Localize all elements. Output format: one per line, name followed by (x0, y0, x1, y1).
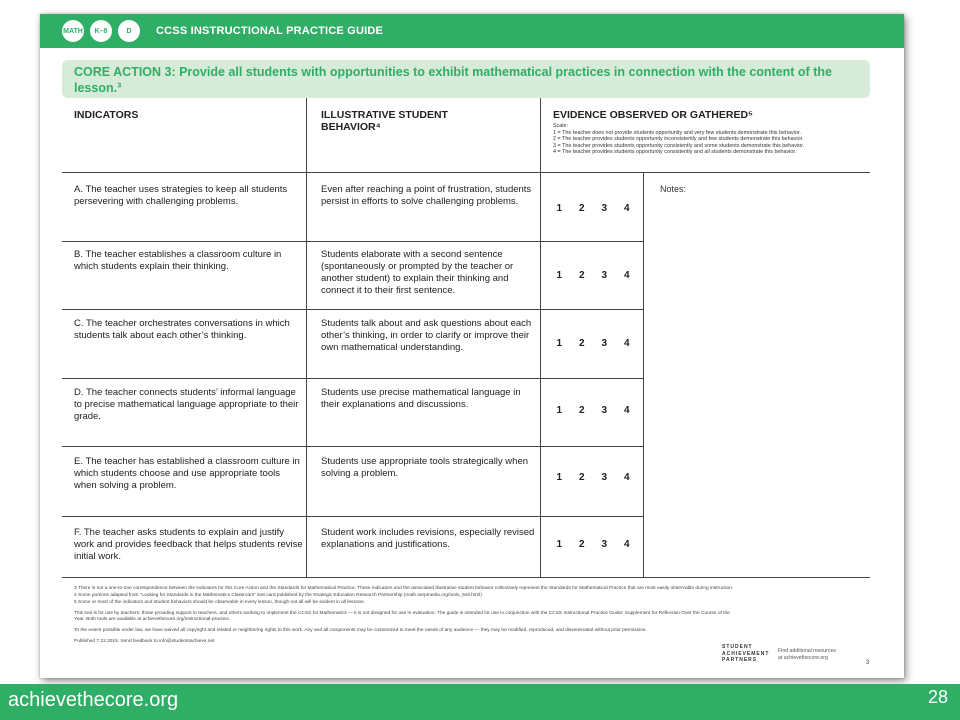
document-page-number: 3 (866, 660, 870, 666)
rating-4[interactable]: 4 (623, 539, 630, 550)
slide-footer (0, 684, 960, 720)
header-row-line (62, 172, 870, 173)
footnote-4: 4 Some portions adapted from “Looking for Standards in the Mathematics Classroom” 5x8 card published by the Strategic Education Research Partnership (math.serpmedia.org/tools_5x8.html) (74, 593, 482, 598)
sap-logo: STUDENT ACHIEVEMENT PARTNERS (722, 644, 770, 663)
rating-4[interactable]: 4 (623, 405, 630, 416)
row-line-b (62, 309, 643, 310)
rating-2[interactable]: 2 (578, 270, 585, 281)
rating-2[interactable]: 2 (578, 472, 585, 483)
rating-3[interactable]: 3 (601, 405, 608, 416)
indicator-f: F. The teacher asks students to explain and justify work and provides feedback that helps students revise initial work. (74, 527, 303, 562)
behavior-d: Students use precise mathematical language in their explanations and discussions. (321, 387, 521, 410)
row-line-c (62, 378, 643, 379)
footnote-5: 5 Some or most of the indicators and student behaviors should be observable in every lesson, though not all will be evident in all lessons. (74, 600, 365, 605)
footnotes (74, 586, 734, 646)
resources-note: Find additional resources at achievethecore.org (778, 648, 836, 661)
table-bottom-line (62, 577, 870, 578)
indicator-a: A. The teacher uses strategies to keep all students persevering with challenging problems. (74, 184, 288, 207)
rating-options-c (548, 338, 638, 349)
rating-3[interactable]: 3 (601, 539, 608, 550)
row-line-d (62, 446, 643, 447)
rating-1[interactable]: 1 (556, 405, 563, 416)
rating-4[interactable]: 4 (623, 338, 630, 349)
indicators-header: INDICATORS (74, 109, 139, 121)
notes-label: Notes: (660, 184, 687, 194)
evidence-header: EVIDENCE OBSERVED OR GATHERED⁵ (553, 109, 753, 121)
rating-1[interactable]: 1 (556, 338, 563, 349)
rating-3[interactable]: 3 (601, 338, 608, 349)
rating-options-d (548, 405, 638, 416)
badge-math: MATH (62, 20, 84, 42)
rating-2[interactable]: 2 (578, 203, 585, 214)
column-divider-1 (306, 98, 307, 578)
rating-scale (553, 123, 873, 156)
rating-2[interactable]: 2 (578, 338, 585, 349)
rating-1[interactable]: 1 (556, 472, 563, 483)
scale-item-4: 4 = The teacher provides students opportunity consistently and all students demonstrate this behavior. (553, 149, 797, 156)
scale-item-2: 2 = The teacher provides students opportunity inconsistently and few students demonstrate this behavior. (553, 136, 804, 143)
rating-3[interactable]: 3 (601, 270, 608, 281)
slide-number: 28 (927, 687, 948, 707)
behavior-b: Students elaborate with a second sentence (spontaneously or prompted by the teacher or another student) to explain their thinking and connect it to their first sentence. (321, 249, 514, 296)
rating-options-b (548, 270, 638, 281)
scale-item-1: 1 = The teacher does not provide students opportunity and very few students demonstrate this behavior. (553, 129, 801, 136)
rating-2[interactable]: 2 (578, 405, 585, 416)
rating-4[interactable]: 4 (623, 203, 630, 214)
behavior-c: Students talk about and ask questions about each other’s thinking, in order to clarify or improve their own mathematical understanding. (321, 318, 532, 353)
behavior-f: Student work includes revisions, especially revised explanations and justifications. (321, 527, 535, 550)
footnote-3: 3 There is not a one-to-one correspondence between the indicators for this Core Action and the Standards for Mathematical Practice. These indicators and the associated illustrative student behavior collectively represent the Standards for Mathematical Practice that are most easily observable during instruction. (74, 586, 734, 591)
rating-1[interactable]: 1 (556, 203, 563, 214)
rating-options-e (548, 472, 638, 483)
rating-3[interactable]: 3 (601, 472, 608, 483)
column-divider-2 (540, 98, 541, 578)
row-line-a (62, 241, 643, 242)
rating-options-f (548, 539, 638, 550)
rating-options-a (548, 203, 638, 214)
indicator-c: C. The teacher orchestrates conversations in which students talk about each other’s thinking. (74, 318, 290, 341)
column-divider-3 (643, 173, 644, 578)
rating-1[interactable]: 1 (556, 270, 563, 281)
core-action-banner: CORE ACTION 3: Provide all students with opportunities to exhibit mathematical practices in connection with the content of the lesson.³ (62, 60, 870, 98)
badge-letter: D (118, 20, 140, 42)
behavior-header: ILLUSTRATIVE STUDENT BEHAVIOR⁴ (321, 109, 448, 133)
guide-header (40, 14, 904, 48)
badge-grade: K–8 (90, 20, 112, 42)
site-link[interactable]: achievethecore.org (8, 689, 179, 711)
guide-title: CCSS INSTRUCTIONAL PRACTICE GUIDE (156, 25, 384, 37)
scale-item-3: 3 = The teacher provides students opportunity consistently and some students demonstrate this behavior. (553, 142, 805, 149)
indicator-b: B. The teacher establishes a classroom culture in which students explain their thinking. (74, 249, 282, 272)
indicator-e: E. The teacher has established a classroom culture in which students choose and use appropriate tools when solving a problem. (74, 456, 300, 491)
document-page (40, 14, 904, 678)
published-note: Published 7.22.2015. Send feedback to info@studentsachieve.net (74, 639, 215, 644)
indicator-d: D. The teacher connects students’ informal language to precise mathematical language appropriate to their grade. (74, 387, 299, 422)
rating-3[interactable]: 3 (601, 203, 608, 214)
copyright-note: To the extent possible under law, we have waived all copyright and related or neighboring rights to this work. Any and all components may be customized to meet the needs of any audience — they may be modified, reproduced, and disseminated without prior permission. (74, 628, 647, 633)
usage-note: This tool is for use by teachers, those providing support to teachers, and others working to implement the CCSS for Mathematics — it is not designed for use in evaluation. The guide is intended for use in conjunction with the CCSS Instructional Practice Guide: Supplement for Reflection Over the Course of the Year. Both tools are available at achievethecore.org/instructional-practice. (74, 611, 730, 622)
behavior-e: Students use appropriate tools strategically when solving a problem. (321, 456, 529, 479)
rating-4[interactable]: 4 (623, 472, 630, 483)
behavior-a: Even after reaching a point of frustration, students persist in efforts to solve challenging problems. (321, 184, 532, 207)
rating-1[interactable]: 1 (556, 539, 563, 550)
scale-label: Scale: (553, 123, 568, 129)
rating-4[interactable]: 4 (623, 270, 630, 281)
row-line-e (62, 516, 643, 517)
rating-2[interactable]: 2 (578, 539, 585, 550)
